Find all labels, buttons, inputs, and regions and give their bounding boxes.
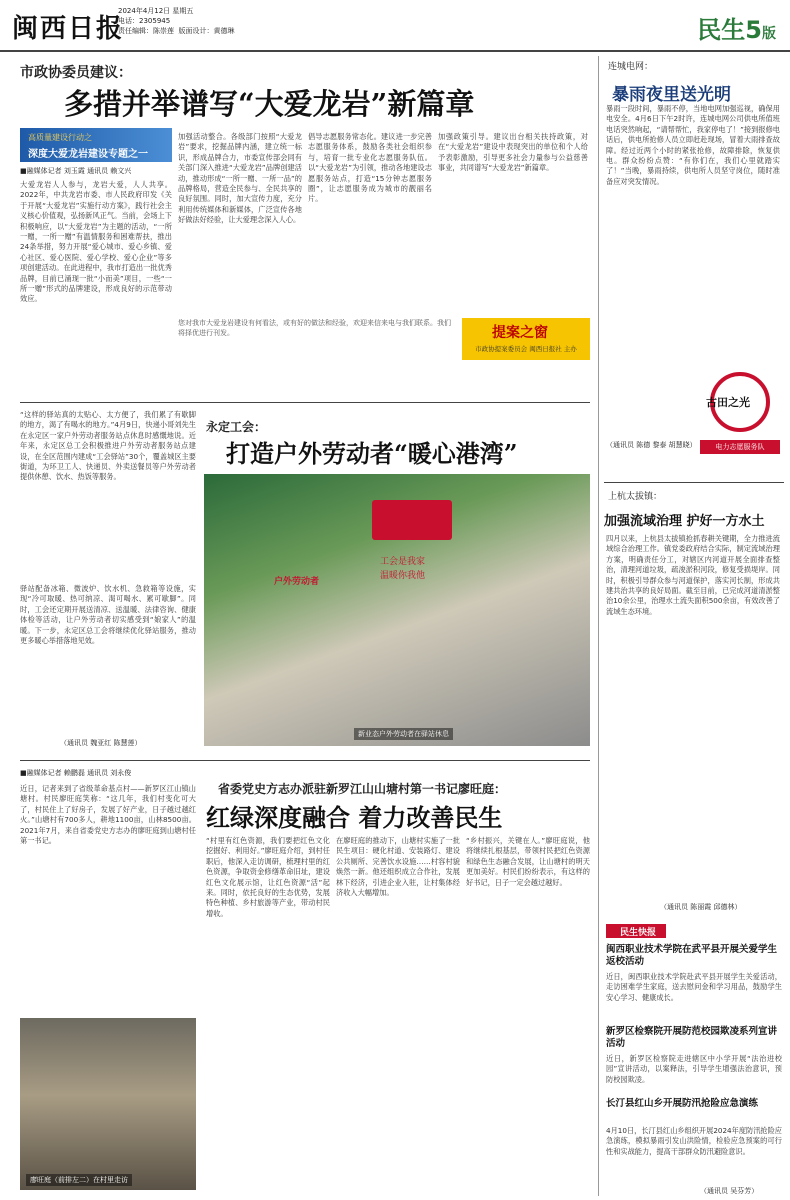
volunteer-badge: [700, 372, 780, 462]
brief-byline: （通讯员 吴芬芳）: [700, 1187, 759, 1195]
article1-col3: 倡导志愿服务常态化。建议进一步完善志愿服务体系，鼓励各类社会组织参与，培育一批专业化志愿服务队伍。以“大爱龙岩”为引领，推动各地建设志愿服务站点，打造“15分钟志愿服务圈”，让志愿服务成为城市的靓丽名片。: [308, 132, 432, 204]
editors: 责任编辑：陈崇莲 版面设计：黄德琳: [118, 27, 235, 35]
article1-col4: 加强政策引导。建议出台相关扶持政策，对在“大爱龙岩”建设中表现突出的单位和个人给予表彰激励，引导更多社会力量参与公益慈善事业，共同谱写“大爱龙岩”新篇章。: [438, 132, 588, 173]
divider: [604, 482, 784, 483]
right-top-kicker: 连城电网：: [608, 62, 654, 72]
divider: [20, 760, 590, 761]
article3-caption: 廖旺庭（前排左二）在村里走访: [26, 1174, 132, 1186]
article3-col3: 在廖旺庭的推动下，山塘村实施了一批民生项目：硬化村道、安装路灯、建设公共厕所、完善饮水设施……村容村貌焕然一新。他还组织成立合作社，发展林下经济，引进企业入驻，让村集体经济收入大幅增加。: [336, 836, 460, 898]
article3-kicker: 省委党史方志办派驻新罗江山山塘村第一书记廖旺庭：: [218, 782, 507, 796]
article2-title: 打造户外劳动者“暖心港湾”: [226, 439, 518, 468]
article1-byline: ■融媒体记者 刘玉霞 通讯员 赖文兴: [20, 167, 132, 175]
banner-subtitle: 市政协提案委员会 闽西日报社 主办: [475, 345, 577, 353]
article3-col1: 近日，记者来到了省级革命基点村——新罗区江山镇山塘村。村民廖旺庭笑称：“这几年，我们村变化可大了，村民住上了好房子，发展了好产业，日子越过越红火。”山塘村有700多人，耕地1100亩，山林8500亩。2021年7月，来自省委党史方志办的廖旺庭到山塘村任第一书记。: [20, 784, 196, 846]
brief1-body: 近日，闽西职业技术学院赴武平县开展学生关爱活动，走访困难学生家庭，送去慰问金和学习用品，鼓励学生安心学习、健康成长。: [606, 972, 782, 1002]
article1-col2: 加强活动整合。各级部门按照“大爱龙岩”要求，挖掘品牌内涵，建立统一标识，形成品牌合力，市委宣传部会同有关部门深入推进“大爱龙岩”品牌创建活动，推动形成“一所一赠、一所一品”的品牌格局，营造全民参与、全民共享的良好氛围。同时，加大宣传力度，充分利用传统媒体和新媒体，广泛宣传各地好做法好经验，让大爱理念深入人心。: [178, 132, 302, 225]
brief1-title: 闽西职业技术学院在武平县开展关爱学生返校活动: [606, 944, 778, 967]
column-rule: [598, 56, 599, 1196]
article1-title: 多措并举谱写“大爱龙岩”新篇章: [64, 87, 475, 121]
proposal-banner: [462, 318, 590, 360]
article3-col4: “乡村振兴，关键在人。”廖旺庭说，他将继续扎根基层，带领村民把红色资源和绿色生态融合发展，让山塘村的明天更加美好。村民们纷纷表示，有这样的好书记，日子一定会越过越好。: [466, 836, 590, 887]
article4-title: 加强流域治理 护好一方水土: [604, 514, 765, 529]
paper-logo: 闽西日报: [12, 14, 125, 44]
brief2-title: 新罗区检察院开展防范校园欺凌系列宣讲活动: [606, 1026, 778, 1049]
banner-title: 提案之窗: [492, 325, 548, 341]
masthead: [0, 0, 790, 52]
article1-footer-note: 您对我市大爱龙岩建设有何看法，或有好的做法和经验，欢迎来信来电与我们联系。我们将择优进行刊发。: [178, 319, 451, 337]
article3-col2: “村里有红色资源，我们要把红色文化挖掘好、利用好。”廖旺庭介绍，到村任职后，他深入走访调研，梳理村里的红色资源，争取资金修缮革命旧址，建设红色文化展示馆，让红色资源“活”起来。同时，依托良好的生态优势，发展特色种植、乡村旅游等产业，带动村民增收。: [206, 836, 330, 918]
article2-col1: “这样的驿站真的太贴心、太方便了，我们累了有歇脚的地方，渴了有喝水的地方。”4月9日，快递小哥刘先生在永定区一家户外劳动者服务站点休息时感慨地说。近年来，永定区总工会积极推进户外劳动者服务站点建设，在全区范围内建成“工会驿站”30个，覆盖城区主要街道，为环卫工人、快递员、外卖送餐员等户外劳动者提供休憩、饮水、热饭等服务。: [20, 410, 196, 482]
brief3-body: 4月10日，长汀县红山乡组织开展2024年度防汛抢险应急演练，模拟暴雨引发山洪险情，检验应急预案的可行性和实战能力，提高干部群众防汛避险意识。: [606, 1126, 782, 1156]
article4-body: 四月以来，上杭县太拔镇抢抓春耕关键期，全力推进流域综合治理工作。镇党委政府结合实际，制定流域治理方案，明确责任分工，对辖区内河道开展全面排查整治，清理河道垃圾，疏浚淤积河段，修复受损堤岸。同时，积极引导群众参与河道保护，落实河长制，形成共建共治共享的良好局面。截至目前，已完成河道清淤整治10余公里，治理水土流失面积500余亩，有效改善了流域生态环境。: [606, 534, 780, 616]
article4-kicker: 上杭太拔镇：: [608, 492, 663, 502]
article2-kicker: 永定工会：: [206, 420, 267, 434]
issue-date: 2024年4月12日 星期五: [118, 7, 194, 15]
article2-col2: 驿站配备冰箱、微波炉、饮水机、急救箱等设施，实现“冷可取暖、热可纳凉、渴可喝水、累可歇脚”。同时，工会还定期开展送清凉、送温暖、法律咨询、健康体检等活动，让户外劳动者切实感受到“娘家人”的温暖。下一步，永定区总工会将继续优化驿站服务，推动更多暖心举措落地见效。: [20, 584, 196, 646]
article4-byline: （通讯员 陈丽霞 邱德林）: [660, 903, 742, 911]
right-top-byline: （通讯员 陈德 黎泰 胡慧晓）: [606, 441, 697, 449]
badge-title: 古田之光: [706, 396, 750, 409]
brief3-title: 长汀县红山乡开展防汛抢险应急演练: [606, 1098, 759, 1109]
article2-caption: 新业态户外劳动者在驿站休息: [354, 728, 453, 740]
sign-text-3: 温暖你我他: [380, 571, 426, 581]
section-label: 民生5版: [697, 16, 776, 44]
article1-photo: [20, 128, 172, 162]
right-top-body: 暴雨一段时间，暴雨不停，当地电网加强巡视，确保用电安全。4月6日下午2时许，连城电网公司供电所值班电话突然响起，“请帮帮忙，我家停电了！”接到报修电话后，供电所抢修人员立即赶赴现场，冒着大雨排查故障。经过近两个小时的紧张抢修，故障排除，恢复供电。群众纷纷点赞：“有你们在，我们心里就踏实了！”当晚，暴雨持续，供电所人员坚守岗位，随时准备应对突发情况。: [606, 104, 780, 186]
right-top-title: 暴雨夜里送光明: [612, 85, 731, 105]
badge-subtitle: 电力志愿服务队: [700, 440, 780, 454]
sign-text-2: 工会是我家: [380, 557, 426, 567]
photo-caption-bottom: 深度大爱龙岩建设专题之一: [28, 149, 148, 160]
sign-text-1: 户外劳动者: [274, 577, 320, 587]
photo-caption-top: 高质量建设行动之: [28, 133, 92, 142]
brief2-body: 近日，新罗区检察院走进辖区中小学开展“法治进校园”宣讲活动，以案释法，引导学生增强法治意识，预防校园欺凌。: [606, 1054, 782, 1084]
article3-title: 红绿深度融合 着力改善民生: [206, 803, 503, 832]
brief-header: 民生快报: [606, 924, 666, 938]
article1-kicker: 市政协委员建议：: [20, 65, 132, 81]
phone: 电话：2305945: [118, 17, 171, 25]
article3-byline: ■融媒体记者 赖鹏磊 通讯员 刘永俊: [20, 769, 132, 777]
divider: [20, 402, 590, 403]
station-sign: [372, 500, 452, 540]
article1-col1: 大爱龙岩人人参与，龙岩大爱，人人共享。2022年，中共龙岩市委、市人民政府印发《关于开展“大爱龙岩”实施行动方案》，践行社会主义核心价值观，弘扬新风正气。当前，会场上下积极响应，以“大爱龙岩”为主题的活动，“一所一赠，一所一赠”有温情服务和困难帮扶，推出24条举措，努力开展“爱心城市、爱心乡镇、爱心社区、爱心医院、爱心学校、爱心企业”等多项创建活动。在此进程中，我市打造出一批优秀品牌，目前已涌现一批“小而美”项目，一些“一所一赠”形式的品牌建设，形成良好的示范带动效应。: [20, 180, 172, 304]
article2-byline: （通讯员 魏亚红 陈慧莲）: [60, 739, 142, 747]
article2-photo: [204, 474, 590, 746]
article3-photo: [20, 1018, 196, 1190]
